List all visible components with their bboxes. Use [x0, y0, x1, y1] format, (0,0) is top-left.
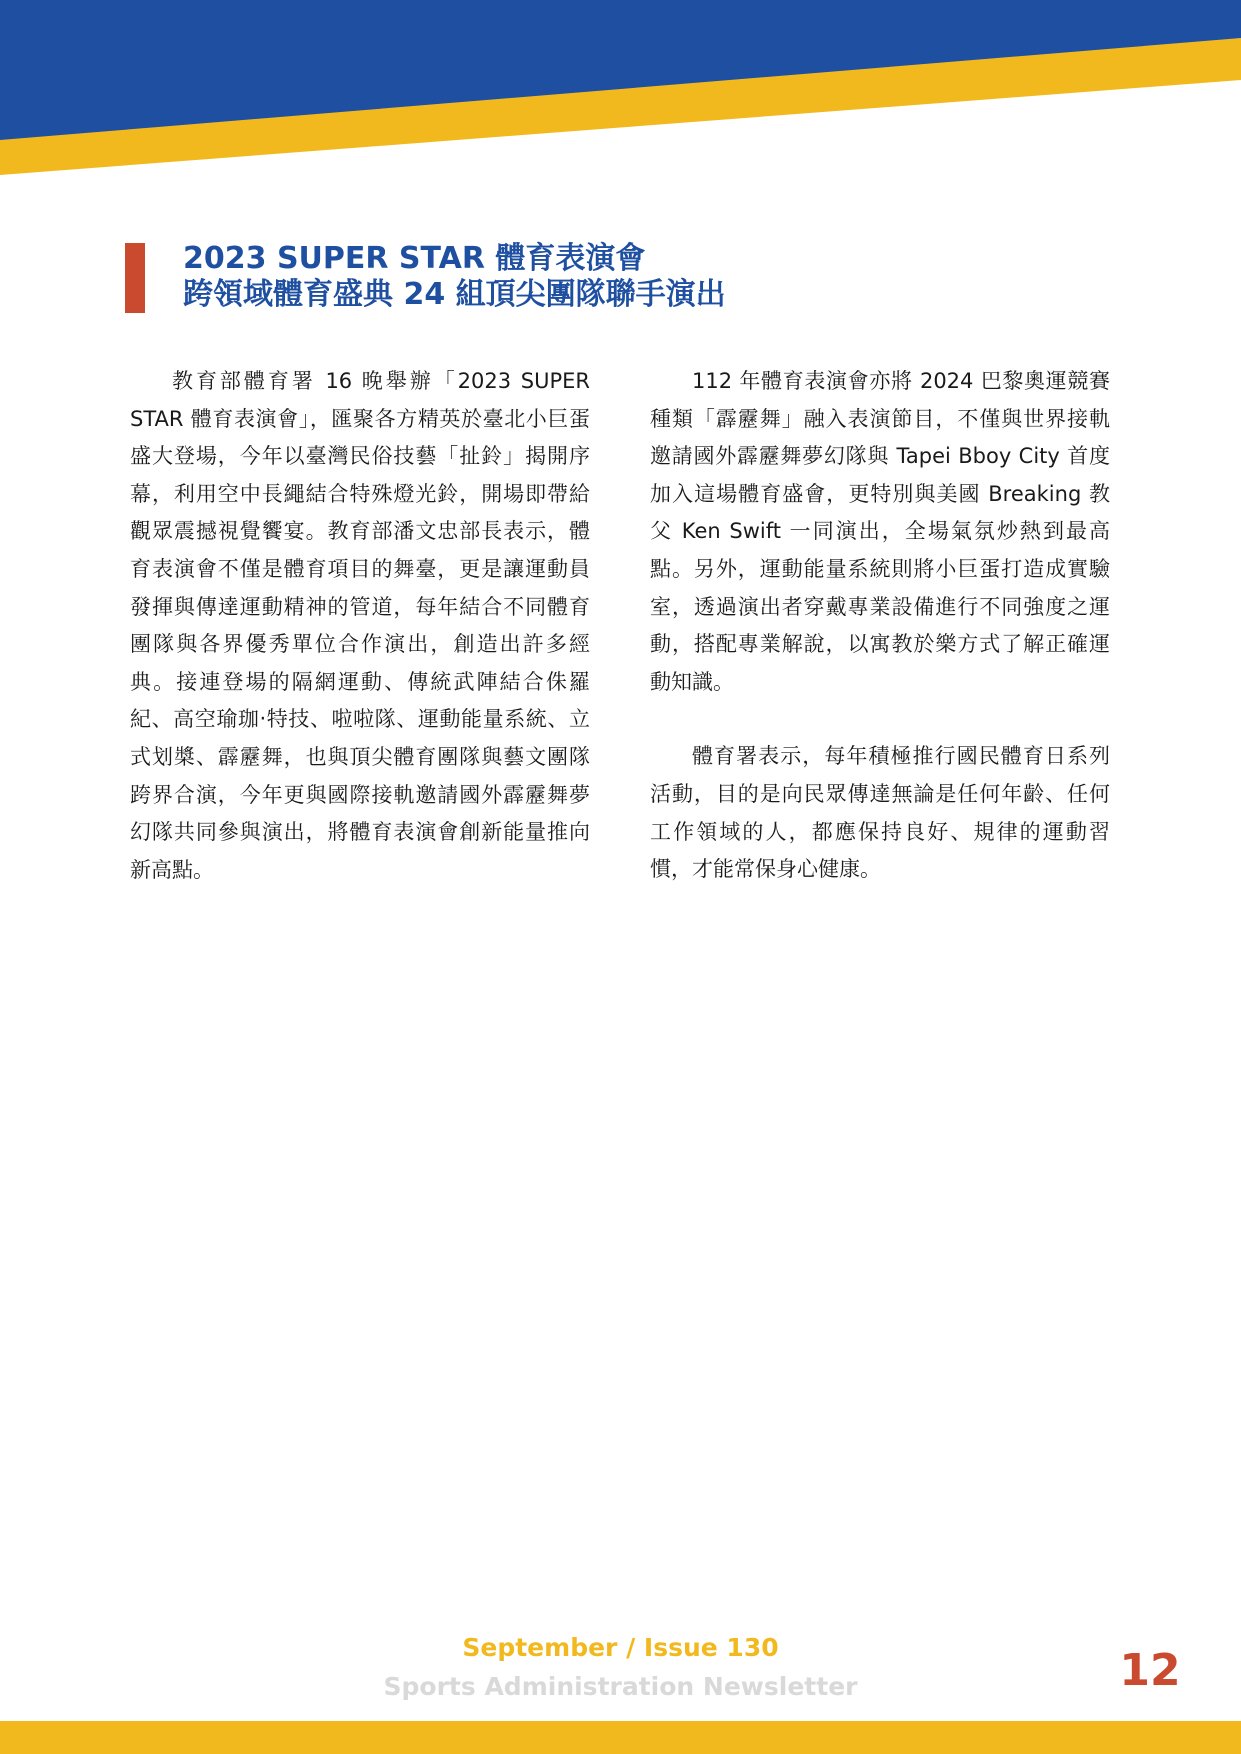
- footer-yellow-band: [0, 1721, 1241, 1754]
- title-line-1: 2023 SUPER STAR 體育表演會: [183, 241, 646, 276]
- paragraph: 教育部體育署 16 晚舉辦「2023 SUPER STAR 體育表演會」，匯聚各方精英於臺北小巨蛋盛大登場，今年以臺灣民俗技藝「扯鈴」揭開序幕，利用空中長繩結合特殊燈光鈴，開場即帶給觀眾震撼視覺饗宴。教育部潘文忠部長表示，體育表演會不僅是體育項目的舞臺，更是讓運動員發揮與傳達運動精神的管道，每年結合不同體育團隊與各界優秀單位合作演出，創造出許多經典。接連登場的隔網運動、傳統武陣結合侏羅紀、高空瑜珈‧特技、啦啦隊、運動能量系統、立式划槳、霹靂舞，也與頂尖體育團隊與藝文團隊跨界合演，今年更與國際接軌邀請國外霹靂舞夢幻隊共同參與演出，將體育表演會創新能量推向新高點。: [130, 369, 590, 882]
- paragraph: 112 年體育表演會亦將 2024 巴黎奧運競賽種類「霹靂舞」融入表演節目，不僅與世界接軌邀請國外霹靂舞夢幻隊與 Tapei Bboy City 首度加入這場體育盛會，更特別與美國 Breaking 教父 Ken Swift 一同演出，全場氣氛炒熱到最高點。另外，運動能量系統則將小巨蛋打造成實驗室，透過演出者穿戴專業設備進行不同強度之運動，搭配專業解說，以寓教於樂方式了解正確運動知識。: [650, 369, 1110, 694]
- title-line-2: 跨領域體育盛典 24 組頂尖團隊聯手演出: [183, 277, 726, 312]
- header-decoration: [0, 0, 1241, 180]
- title-accent-bar: [125, 243, 145, 313]
- paragraph: 體育署表示，每年積極推行國民體育日系列活動，目的是向民眾傳達無論是任何年齡、任何工作領域的人，都應保持良好、規律的運動習慣，才能常保身心健康。: [650, 744, 1110, 882]
- footer-issue: September / Issue 130: [462, 1633, 779, 1662]
- article-title: [183, 241, 883, 313]
- footer-newsletter-name: Sports Administration Newsletter: [383, 1672, 858, 1701]
- article-column-left: [130, 363, 590, 889]
- article-column-right: [650, 363, 1110, 889]
- page-number: 12: [1119, 1645, 1181, 1696]
